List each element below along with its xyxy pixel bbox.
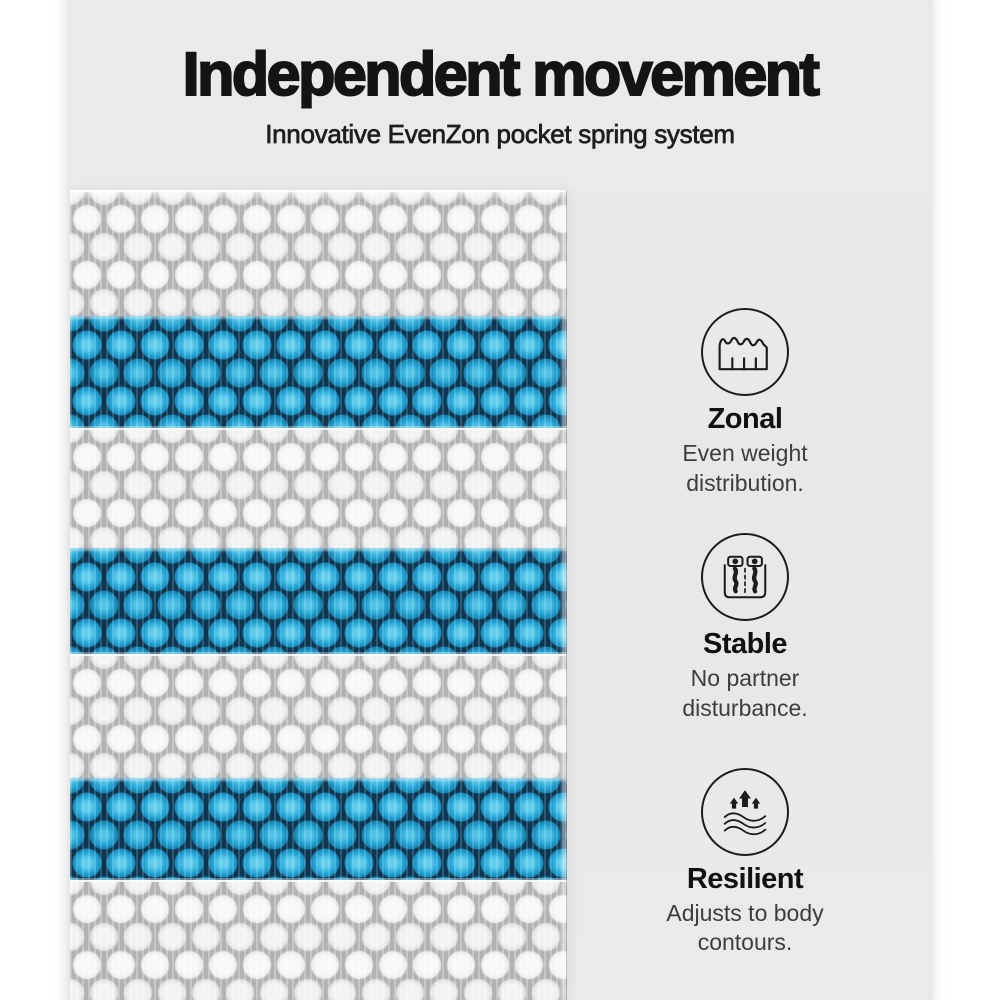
- spring-stripe-blue: [70, 778, 567, 880]
- feature-description: Adjusts to body contours.: [666, 899, 824, 956]
- spring-stripe-blue: [70, 316, 567, 428]
- header: [68, 42, 932, 150]
- feature-resilient: [651, 768, 839, 959]
- rebound-waves-icon: [701, 768, 789, 856]
- feature-zonal: [651, 308, 839, 499]
- page-subtitle: Innovative EvenZon pocket spring system: [265, 119, 735, 150]
- mattress-zones-icon: [701, 308, 789, 396]
- sleeping-couple-icon: [701, 533, 789, 621]
- feature-list: [612, 308, 878, 958]
- feature-stable: [651, 533, 839, 724]
- feature-title: Resilient: [686, 862, 804, 895]
- spring-stripe-blue: [70, 548, 567, 654]
- spring-stripe-white: [70, 880, 567, 1000]
- spring-stripe-white: [70, 428, 567, 548]
- page-title: Independent movement: [182, 40, 818, 108]
- feature-title: Zonal: [707, 403, 783, 435]
- spring-stripe-white: [70, 654, 567, 778]
- spring-stripe-white: [70, 190, 567, 316]
- pocket-spring-photo: [70, 190, 567, 1000]
- feature-title: Stable: [702, 627, 788, 660]
- feature-description: Even weight distribution.: [682, 440, 808, 496]
- feature-description: No partner disturbance.: [682, 664, 808, 721]
